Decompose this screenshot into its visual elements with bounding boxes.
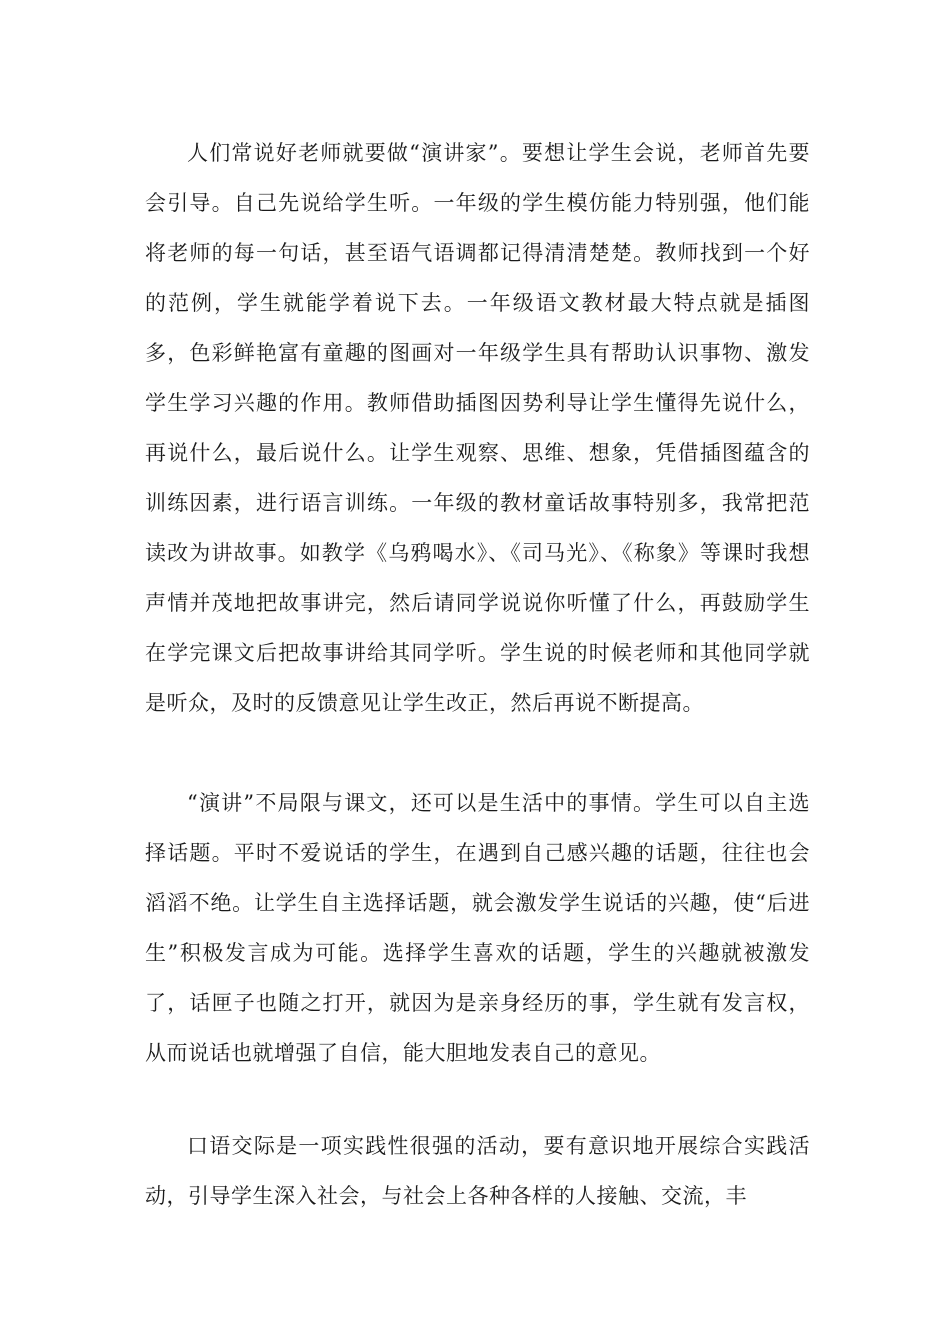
paragraph-topic-selection: “演讲”不局限与课文，还可以是生活中的事情。学生可以自主选择话题。平时不爱说话的学生，在遇到自己感兴趣的话题，往往也会滔滔不绝。让学生自主选择话题，就会激发学生说话的兴趣，使“后进生”积极发言成为可能。选择学生喜欢的话题，学生的兴趣就被激发了，话匣子也随之打开，就因为是亲身经历的事，学生就有发言权，从而说话也就增强了自信，能大胆地发表自己的意见。 [145,791,810,1065]
paragraph-oral-communication: 口语交际是一项实践性很强的活动，要有意识地开展综合实践活动，引导学生深入社会，与社会上各种各样的人接触、交流，丰 [145,1134,810,1208]
paragraph-speaking-guidance: 人们常说好老师就要做“演讲家”。要想让学生会说，老师首先要会引导。自己先说给学生听。一年级的学生模仿能力特别强，他们能将老师的每一句话，甚至语气语调都记得清清楚楚。教师找到一个好的范例，学生就能学着说下去。一年级语文教材最大特点就是插图多，色彩鲜艳富有童趣的图画对一年级学生具有帮助认识事物、激发学生学习兴趣的作用。教师借助插图因势利导让学生懂得先说什么，再说什么，最后说什么。让学生观察、思维、想象，凭借插图蕴含的训练因素，进行语言训练。一年级的教材童话故事特别多，我常把范读改为讲故事。如教学《乌鸦喝水》、《司马光》、《称象》等课时我想声情并茂地把故事讲完，然后请同学说说你听懂了什么，再鼓励学生在学完课文后把故事讲给其同学听。学生说的时候老师和其他同学就是听众，及时的反馈意见让学生改正，然后再说不断提高。 [145,141,810,715]
